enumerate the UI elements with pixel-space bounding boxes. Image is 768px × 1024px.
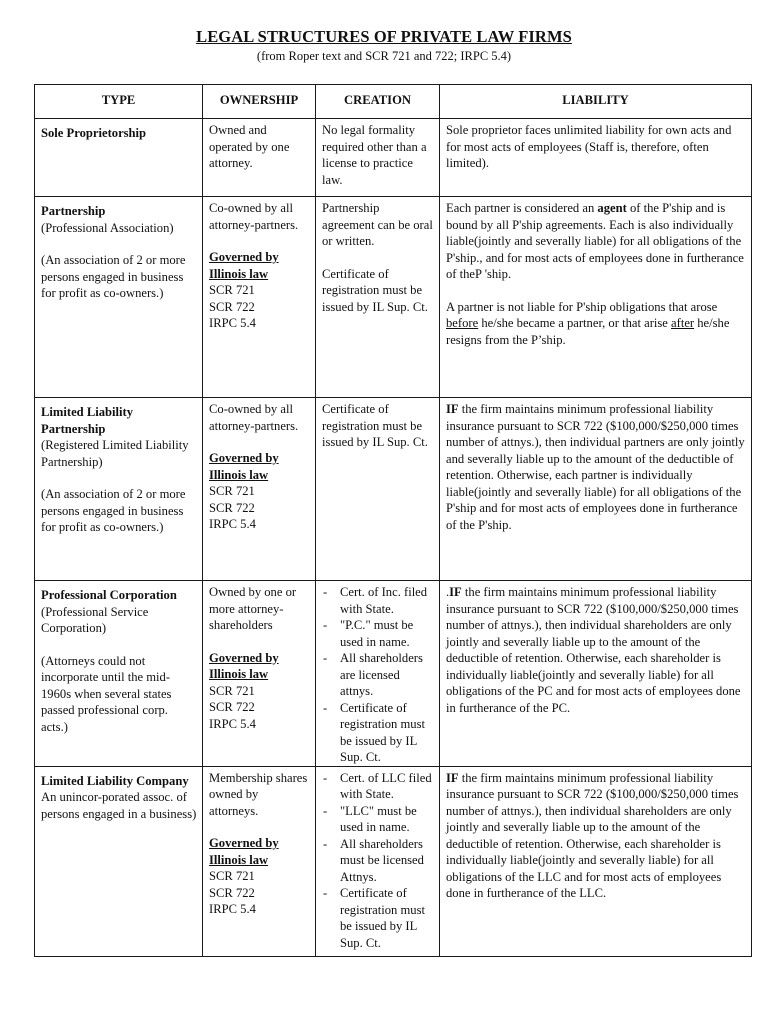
- rule-irpc54: IRPC 5.4: [209, 517, 256, 531]
- liability-cell: [440, 119, 752, 197]
- type-cell: [35, 581, 203, 767]
- ownership-cell: [203, 119, 316, 197]
- row-partnership: [35, 197, 752, 398]
- after-term: after: [671, 316, 695, 330]
- liability-cell: [440, 398, 752, 581]
- type-note: (An association of 2 or more persons engaged in business for profit as co-owners.): [41, 253, 186, 300]
- type-note: (Attorneys could not incorporate until the mid-1960s when several states passed professional corp. acts.): [41, 653, 172, 734]
- page-title: LEGAL STRUCTURES OF PRIVATE LAW FIRMS: [196, 27, 572, 46]
- rule-scr722: SCR 722: [209, 299, 255, 314]
- row-limited-liability-company: [35, 766, 752, 956]
- rule-scr721: SCR 721: [209, 869, 255, 883]
- creation-item: - Certificate of registration must be issued by IL Sup. Ct.: [322, 700, 434, 766]
- type-cell: [35, 766, 203, 956]
- header-row: [35, 85, 752, 119]
- creation-item: - All shareholders are licensed attnys.: [322, 650, 434, 700]
- liability-cell: [440, 581, 752, 767]
- creation-cell: [316, 119, 440, 197]
- creation-cell: [316, 581, 440, 767]
- ownership-cell: [203, 197, 316, 398]
- ownership-text: Co-owned by all attorney-partners.: [209, 201, 299, 232]
- agent-term: agent: [597, 201, 627, 215]
- liability-text: IF the firm maintains minimum professional liability insurance pursuant to SCR 722 ($100,000/$250,000 times number of attnys.), then individual shareholders are only jointly and severally liable up to the amount of the deductible of retention. Otherwise, each shareholder is individually liable(jointly and severally liable) for all obligations of the LLC and for most acts of employees done in furtherance of the LLC.: [446, 770, 739, 900]
- if-term: IF: [446, 402, 459, 416]
- type-subtitle: (Professional Service Corporation): [41, 604, 149, 635]
- creation-item: - "P.C." must be used in name.: [322, 617, 434, 650]
- rule-scr721: SCR 721: [209, 283, 255, 297]
- type-name: Partnership: [41, 204, 106, 218]
- type-name: Limited Liability Company: [41, 773, 189, 788]
- type-name: Sole Proprietorship: [41, 126, 147, 140]
- creation-list: [322, 584, 434, 766]
- governed-label: Governed by Illinois law: [209, 250, 279, 281]
- header-type: TYPE: [35, 85, 203, 119]
- ownership-cell: [203, 581, 316, 767]
- ownership-text: Co-owned by all attorney-partners.: [209, 402, 299, 433]
- liability-cell: [440, 197, 752, 398]
- creation-text: No legal formality required other than a license to practice law.: [322, 123, 427, 187]
- ownership-text: Owned and operated by one attorney.: [209, 123, 290, 170]
- header-ownership: OWNERSHIP: [203, 85, 316, 119]
- creation-item: - Cert. of Inc. filed with State.: [322, 584, 434, 617]
- liability-paragraph-2: A partner is not liable for P'ship obligations that arose before he/she became a partner, or that arise after he/she resigns from the P’ship.: [446, 299, 730, 347]
- row-professional-corporation: [35, 581, 752, 767]
- liability-text: Sole proprietor faces unlimited liability for own acts and for most acts of employees (Staff is, therefore, often limited).: [446, 123, 732, 170]
- before-term: before: [446, 316, 479, 330]
- rule-scr722: SCR 722: [209, 885, 255, 900]
- header-creation: CREATION: [316, 85, 440, 119]
- type-name: Limited Liability Partnership: [41, 405, 134, 436]
- type-subtitle: (Registered Limited Liability Partnership): [41, 438, 189, 469]
- if-term: IF: [446, 770, 459, 785]
- legal-structures-table: [34, 84, 752, 957]
- type-name: Professional Corporation: [41, 588, 177, 602]
- creation-cell: [316, 197, 440, 398]
- creation-item: - Certificate of registration must be issued by IL Sup. Ct.: [322, 885, 434, 951]
- rule-scr721: SCR 721: [209, 683, 255, 698]
- creation-item: - All shareholders must be licensed Attnys.: [322, 836, 434, 886]
- rule-irpc54: IRPC 5.4: [209, 716, 256, 731]
- type-subtitle: (Professional Association): [41, 220, 174, 235]
- governed-label: Governed by Illinois law: [209, 650, 279, 681]
- type-cell: [35, 197, 203, 398]
- page-subtitle: (from Roper text and SCR 721 and 722; IRPC 5.4): [256, 49, 512, 63]
- creation-text-1: Partnership agreement can be oral or written.: [322, 201, 433, 248]
- creation-list: [322, 770, 434, 952]
- ownership-cell: [203, 398, 316, 581]
- ownership-text: Owned by one or more attorney-shareholders: [209, 585, 297, 632]
- rule-irpc54: IRPC 5.4: [209, 902, 256, 916]
- liability-text: .IF the firm maintains minimum professional liability insurance pursuant to SCR 722 ($100,000/$250,000 times number of attnys.), then individual shareholders are only jointly and severally liable up to the amount of the deductible of retention. Otherwise, each shareholder is individually liable(jointly and severally liable) for all obligations of the PC and for most acts of employees done in furtherance of the PC.: [446, 585, 741, 715]
- type-cell: [35, 398, 203, 581]
- row-sole-proprietorship: [35, 119, 752, 197]
- creation-item: - "LLC" must be used in name.: [322, 803, 434, 836]
- if-term: IF: [449, 585, 462, 599]
- type-cell: [35, 119, 203, 197]
- rule-irpc54: IRPC 5.4: [209, 316, 256, 330]
- creation-cell: [316, 766, 440, 956]
- ownership-cell: [203, 766, 316, 956]
- header-liability: LIABILITY: [440, 85, 752, 119]
- liability-cell: [440, 766, 752, 956]
- type-note: (An association of 2 or more persons engaged in business for profit as co-owners.): [41, 487, 186, 534]
- liability-text: IF the firm maintains minimum professional liability insurance pursuant to SCR 722 ($100,000/$250,000 times number of attnys.), then individual partners are only jointly and severally liable up to the amount of the deductible of retention. Otherwise, each partner is individually liable(jointly and severally liable) for all obligations of the P'ship and for most acts of employees done in furtherance of the P'ship.: [446, 402, 745, 532]
- creation-item: - Cert. of LLC filed with State.: [322, 770, 434, 803]
- ownership-text: Membership shares owned by attorneys.: [209, 770, 308, 818]
- row-limited-liability-partnership: [35, 398, 752, 581]
- rule-scr721: SCR 721: [209, 484, 255, 498]
- governed-label: Governed by Illinois law: [209, 451, 279, 482]
- liability-paragraph-1: Each partner is considered an agent of the P'ship and is bound by all P'ship agreements. Each is also individually liable(jointly and severally liable) for all obligations of the P'ship., and for most acts of employees done in furtherance of theP 'ship.: [446, 201, 744, 281]
- creation-text-2: Certificate of registration must be issued by IL Sup. Ct.: [322, 266, 428, 314]
- rule-scr722: SCR 722: [209, 500, 255, 515]
- rule-scr722: SCR 722: [209, 700, 255, 714]
- type-subtitle: An unincor-porated assoc. of persons engaged in a business): [41, 790, 197, 821]
- creation-cell: [316, 398, 440, 581]
- creation-text: Certificate of registration must be issued by IL Sup. Ct.: [322, 402, 428, 449]
- governed-label: Governed by Illinois law: [209, 836, 279, 867]
